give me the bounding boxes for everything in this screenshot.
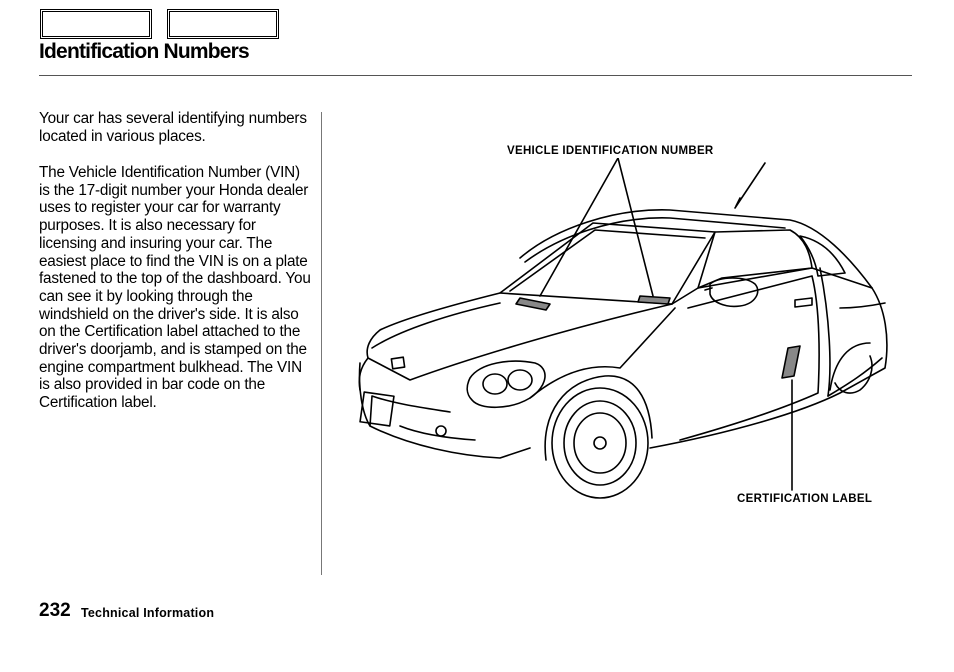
certification-callout-label: CERTIFICATION LABEL [737, 493, 873, 505]
rear-skirt [828, 358, 882, 396]
front-door-window [698, 230, 812, 288]
rear-side-window [800, 236, 845, 276]
body-side [650, 288, 887, 448]
next-page-button[interactable] [167, 9, 279, 39]
title-divider [39, 75, 912, 76]
page-number: 232 [39, 600, 71, 621]
windshield [500, 223, 715, 304]
column-divider [321, 112, 322, 575]
previous-page-button[interactable] [40, 9, 152, 39]
fog-light [436, 426, 446, 436]
vin-plate [516, 298, 550, 310]
car-illustration [350, 158, 895, 513]
rear-wheel [830, 343, 872, 393]
vin-callout-label: VEHICLE IDENTIFICATION NUMBER [507, 145, 714, 157]
door-handle [795, 298, 812, 307]
page-title: Identification Numbers [39, 40, 249, 63]
dash-sticker [638, 296, 670, 304]
antenna [735, 163, 765, 208]
intro-paragraph: Your car has several identifying numbers located in various places. [39, 110, 307, 145]
certification-sticker [782, 346, 800, 378]
honda-emblem [391, 357, 404, 369]
section-name: Technical Information [81, 606, 215, 620]
headlight [467, 361, 545, 407]
vin-paragraph: The Vehicle Identification Number (VIN) is the 17-digit number your Honda dealer uses to register your car for warranty purposes. It is also necessary for licensing and insuring your car. The easiest place to find the VIN is on a plate fastened to the top of the dashboard. You can see it by looking through the windshield on the driver's side. It is also on the Certification label attached to the driver's doorjamb, and is stamped on the engine compartment bulkhead. The VIN is also provided in bar code on the Certification label. [39, 164, 311, 412]
front-wheel [545, 376, 652, 498]
hood [367, 293, 672, 380]
